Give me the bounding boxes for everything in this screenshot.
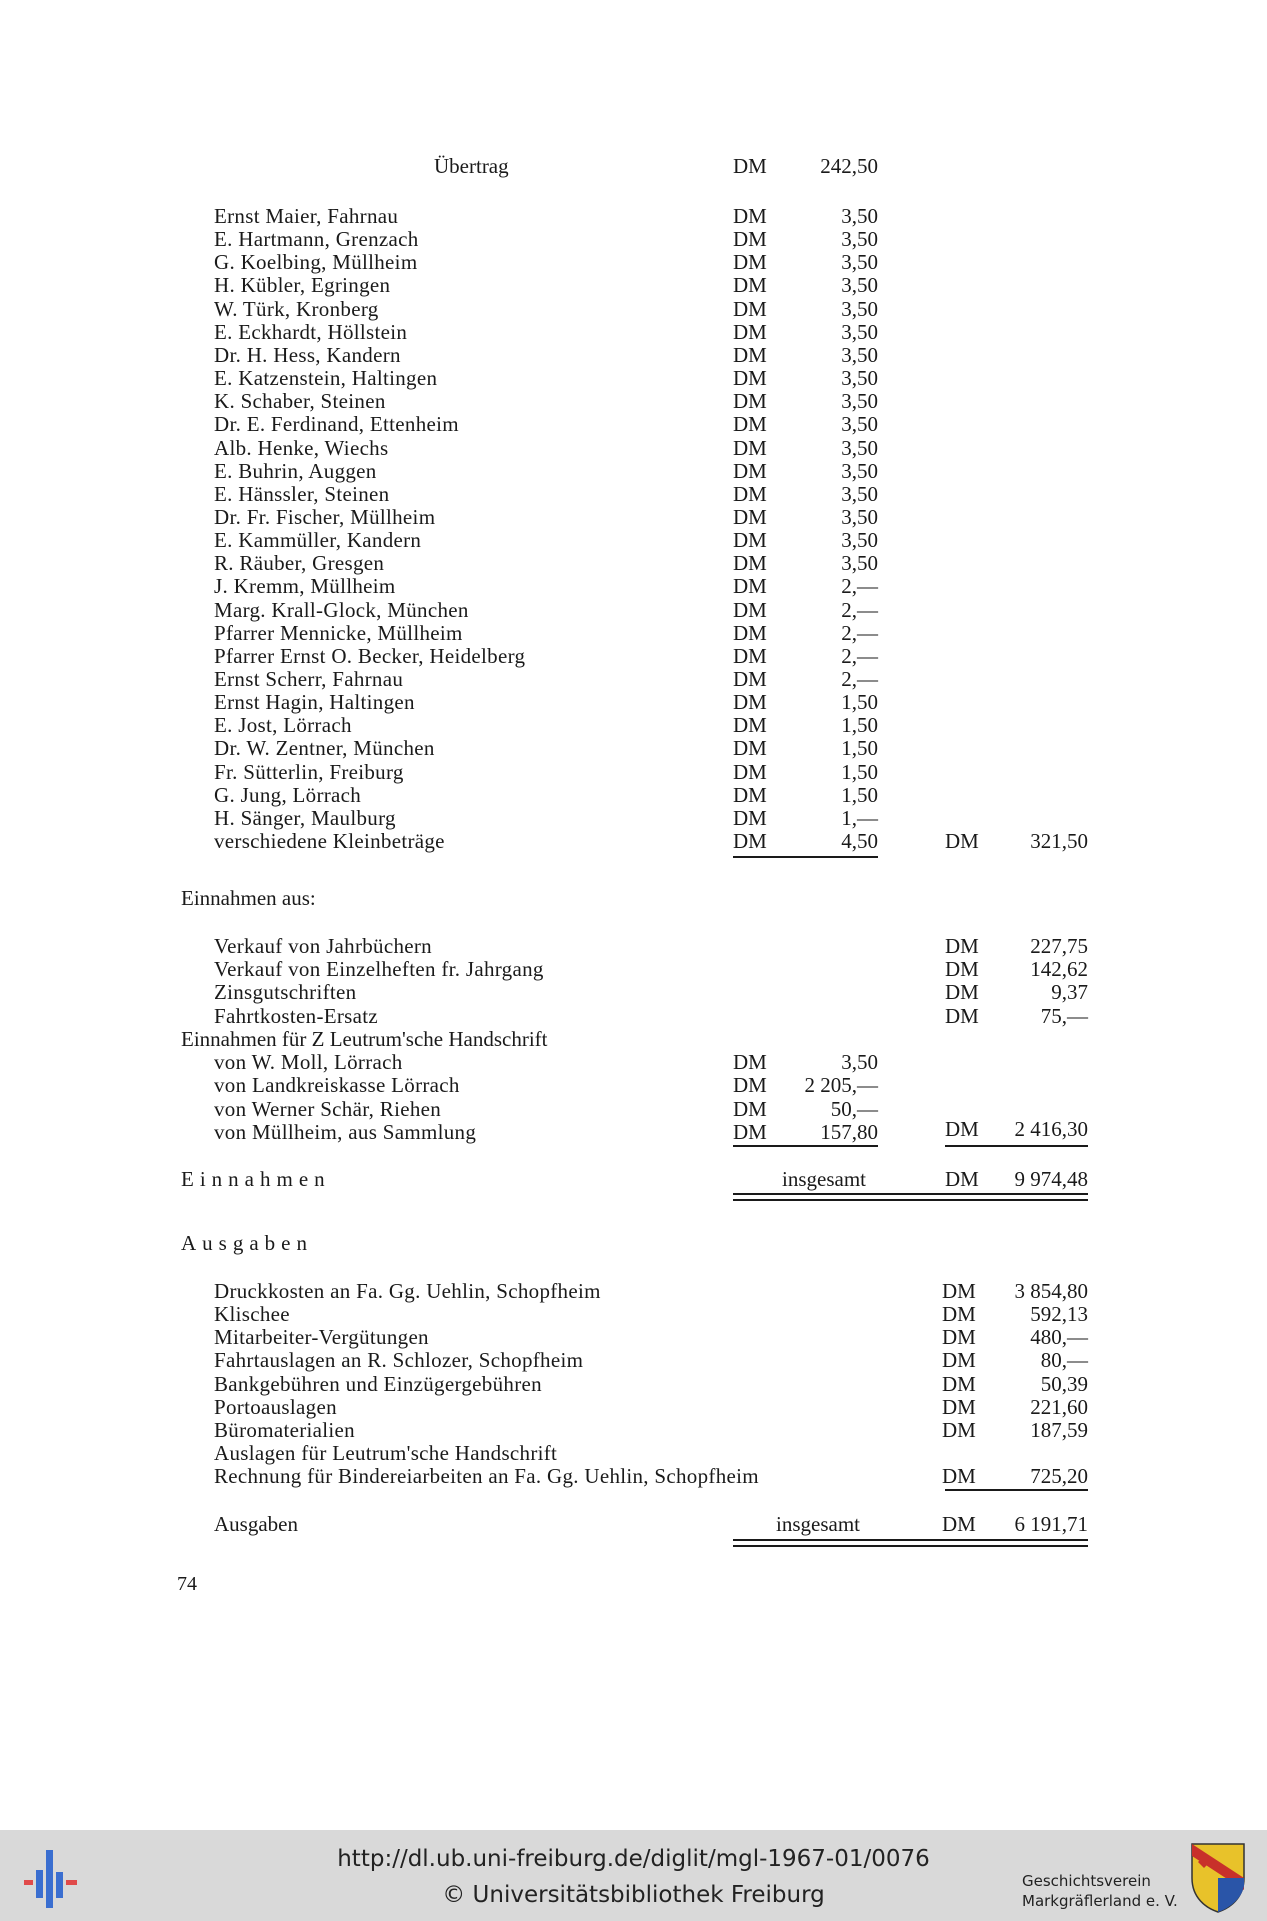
leutrum-row-currency: DM [733, 1119, 767, 1144]
footer-society-line1: Geschichtsverein [1022, 1872, 1151, 1890]
donor-row-currency: DM [733, 250, 767, 275]
expense-row-label: Portoauslagen [214, 1394, 337, 1419]
footer-url[interactable]: http://dl.ub.uni-freiburg.de/diglit/mgl-1967-01/0076 [337, 1846, 930, 1872]
expense-row-currency: DM [942, 1464, 976, 1489]
expense-total-label: Ausgaben [214, 1512, 298, 1536]
expense-row-amount: 3 854,80 [1014, 1279, 1088, 1303]
donor-row-amount: 1,— [841, 805, 878, 830]
expense-row-amount: 592,13 [1030, 1302, 1088, 1327]
expense-total-rule-top [733, 1539, 1088, 1541]
income-row-currency: DM [945, 957, 979, 982]
donor-row-label: Dr. E. Ferdinand, Ettenheim [214, 412, 459, 437]
carryover-amount: 242,50 [820, 154, 878, 178]
income-row-label: Zinsgutschriften [214, 980, 357, 1005]
donor-row-currency: DM [733, 342, 767, 367]
donor-row-amount: 3,50 [841, 435, 878, 460]
expense-row-currency: DM [942, 1417, 976, 1442]
donor-row-amount: 3,50 [841, 551, 878, 576]
expense-row-currency: DM [942, 1371, 976, 1396]
income-row-currency: DM [945, 1003, 979, 1028]
donor-row-label: Ernst Maier, Fahrnau [214, 204, 399, 228]
expenses-heading: Ausgaben [181, 1231, 313, 1255]
coat-of-arms-icon [1188, 1838, 1248, 1914]
income-heading: Einnahmen aus: [181, 886, 316, 910]
leutrum-total-amount: 2 416,30 [1014, 1117, 1088, 1141]
expense-row-label: Bankgebühren und Einzügergebühren [214, 1371, 542, 1396]
donor-row-amount: 3,50 [841, 273, 878, 298]
donor-row-currency: DM [733, 528, 767, 553]
donor-row-label: E. Katzenstein, Haltingen [214, 366, 438, 391]
expense-total-amount: 6 191,71 [1014, 1512, 1088, 1536]
expense-total-word: insgesamt [776, 1512, 860, 1536]
donor-row-amount: 3,50 [841, 204, 878, 228]
donor-row-amount: 2,— [841, 643, 878, 668]
donor-row-currency: DM [733, 690, 767, 715]
donor-row-amount: 2,— [841, 667, 878, 691]
donor-row-currency: DM [733, 736, 767, 761]
donor-row-amount: 3,50 [841, 481, 878, 506]
income-total-word: insgesamt [782, 1167, 866, 1191]
carryover-currency: DM [733, 154, 767, 178]
donor-row-currency: DM [733, 458, 767, 483]
donor-row-label: K. Schaber, Steinen [214, 389, 386, 414]
donor-row-currency: DM [733, 667, 767, 691]
leutrum-row-label: von Werner Schär, Riehen [214, 1096, 442, 1121]
donor-row-currency: DM [733, 389, 767, 414]
donor-row-label: J. Kremm, Müllheim [214, 574, 396, 599]
leutrum-row-amount: 50,— [830, 1096, 878, 1121]
donor-row-label: Ernst Scherr, Fahrnau [214, 667, 404, 691]
expense-row-currency: DM [942, 1302, 976, 1327]
leutrum-row-currency: DM [733, 1050, 767, 1074]
donor-row-amount: 3,50 [841, 296, 878, 321]
expense-last-rule [945, 1489, 1088, 1491]
donor-row-label: H. Sänger, Maulburg [214, 805, 396, 830]
carryover-label: Übertrag [434, 154, 509, 178]
donor-row-currency: DM [733, 504, 767, 529]
donor-row-currency: DM [733, 412, 767, 437]
donor-row-currency: DM [733, 296, 767, 321]
donor-row-label: verschiedene Kleinbeträge [214, 829, 445, 854]
income-row-currency: DM [945, 934, 979, 958]
donor-row-label: E. Buhrin, Auggen [214, 458, 377, 483]
donor-row-label: Fr. Sütterlin, Freiburg [214, 759, 404, 784]
footer-copyright: © Universitätsbibliothek Freiburg [442, 1882, 825, 1908]
donor-row-label: Alb. Henke, Wiechs [214, 435, 389, 460]
donor-row-amount: 2,— [841, 620, 878, 645]
donor-row-label: E. Jost, Lörrach [214, 713, 352, 738]
income-total-currency: DM [945, 1167, 979, 1191]
donor-row-currency: DM [733, 366, 767, 391]
income-row-label: Verkauf von Jahrbüchern [214, 934, 432, 958]
income-row-amount: 227,75 [1030, 934, 1088, 958]
donor-row-amount: 1,50 [841, 782, 878, 807]
donor-row-currency: DM [733, 273, 767, 298]
donor-row-currency: DM [733, 481, 767, 506]
expense-row-amount: 80,— [1040, 1348, 1088, 1373]
expense-row-currency: DM [942, 1348, 976, 1373]
donor-row-amount: 2,— [841, 574, 878, 599]
donor-row-label: E. Hartmann, Grenzach [214, 227, 419, 252]
donor-row-label: Marg. Krall-Glock, München [214, 597, 469, 622]
expense-row-currency: DM [942, 1325, 976, 1350]
expense-row-amount: 725,20 [1030, 1464, 1088, 1489]
donor-total-amount: 321,50 [1030, 829, 1088, 853]
income-total-label: Einnahmen [181, 1167, 331, 1191]
income-row-label: Verkauf von Einzelheften fr. Jahrgang [214, 957, 544, 982]
donor-total-currency: DM [945, 829, 979, 853]
leutrum-row-currency: DM [733, 1073, 767, 1098]
donor-row-amount: 1,50 [841, 690, 878, 715]
expense-row-label: Klischee [214, 1302, 290, 1327]
donor-row-amount: 3,50 [841, 227, 878, 252]
expense-row-label: Rechnung für Bindereiarbeiten an Fa. Gg. Uehlin, Schopfheim [214, 1464, 759, 1489]
income-total-rule-top [733, 1193, 1088, 1195]
donor-row-amount: 3,50 [841, 528, 878, 553]
expense-row-amount: 187,59 [1030, 1417, 1088, 1442]
leutrum-row-label: von W. Moll, Lörrach [214, 1050, 403, 1074]
donor-row-label: E. Kammüller, Kandern [214, 528, 422, 553]
donor-row-currency: DM [733, 551, 767, 576]
donor-row-currency: DM [733, 805, 767, 830]
donor-row-currency: DM [733, 713, 767, 738]
donor-row-label: Dr. W. Zentner, München [214, 736, 435, 761]
donor-row-label: H. Kübler, Egringen [214, 273, 391, 298]
footer-society-line2: Markgräflerland e. V. [1022, 1892, 1178, 1910]
donor-row-currency: DM [733, 759, 767, 784]
donor-row-amount: 3,50 [841, 389, 878, 414]
expense-row-amount: 50,39 [1040, 1371, 1088, 1396]
donor-row-label: E. Hänssler, Steinen [214, 481, 390, 506]
donor-row-amount: 3,50 [841, 412, 878, 437]
leutrum-subtotal-rule [733, 1145, 878, 1147]
donor-row-amount: 3,50 [841, 250, 878, 275]
expense-row-currency: DM [942, 1279, 976, 1303]
page-number: 74 [177, 1573, 197, 1595]
expense-total-rule-bottom [733, 1545, 1088, 1547]
donor-row-currency: DM [733, 597, 767, 622]
leutrum-row-amount: 157,80 [820, 1119, 878, 1144]
donor-row-currency: DM [733, 829, 767, 854]
donor-row-label: Dr. H. Hess, Kandern [214, 342, 401, 367]
donor-row-label: Pfarrer Mennicke, Müllheim [214, 620, 463, 645]
income-total-amount: 9 974,48 [1014, 1167, 1088, 1191]
donor-row-label: R. Räuber, Gresgen [214, 551, 385, 576]
expense-row-currency: DM [942, 1394, 976, 1419]
donor-row-label: Ernst Hagin, Haltingen [214, 690, 415, 715]
expense-row-label: Druckkosten an Fa. Gg. Uehlin, Schopfheim [214, 1279, 601, 1303]
income-row-amount: 142,62 [1030, 957, 1088, 982]
donor-row-amount: 3,50 [841, 458, 878, 483]
leutrum-total-rule [945, 1145, 1088, 1147]
leutrum-row-label: von Landkreiskasse Lörrach [214, 1073, 460, 1098]
donor-row-amount: 3,50 [841, 319, 878, 344]
expense-row-amount: 480,— [1030, 1325, 1088, 1350]
donor-row-currency: DM [733, 204, 767, 228]
donor-subtotal-rule [733, 856, 878, 858]
donor-row-amount: 1,50 [841, 759, 878, 784]
donor-row-amount: 4,50 [841, 829, 878, 854]
donor-row-amount: 3,50 [841, 342, 878, 367]
income-row-amount: 75,— [1040, 1003, 1088, 1028]
leutrum-row-amount: 2 205,— [804, 1073, 878, 1098]
donor-row-currency: DM [733, 319, 767, 344]
donor-row-amount: 3,50 [841, 504, 878, 529]
expense-row-label: Auslagen für Leutrum'sche Handschrift [214, 1441, 558, 1466]
leutrum-total-currency: DM [945, 1117, 979, 1141]
donor-row-currency: DM [733, 574, 767, 599]
donor-row-label: G. Koelbing, Müllheim [214, 250, 418, 275]
donor-row-label: W. Türk, Kronberg [214, 296, 379, 321]
donor-row-currency: DM [733, 782, 767, 807]
donor-row-currency: DM [733, 620, 767, 645]
expense-row-label: Büromaterialien [214, 1417, 355, 1442]
donor-row-amount: 1,50 [841, 736, 878, 761]
footer-bar [0, 1830, 1267, 1921]
donor-row-currency: DM [733, 227, 767, 252]
expense-row-label: Fahrtauslagen an R. Schlozer, Schopfheim [214, 1348, 584, 1373]
income-row-currency: DM [945, 980, 979, 1005]
donor-row-label: G. Jung, Lörrach [214, 782, 362, 807]
income-row-label: Fahrtkosten-Ersatz [214, 1003, 379, 1028]
donor-row-amount: 1,50 [841, 713, 878, 738]
leutrum-row-label: von Müllheim, aus Sammlung [214, 1119, 477, 1144]
donor-row-currency: DM [733, 643, 767, 668]
expense-row-label: Mitarbeiter-Vergütungen [214, 1325, 429, 1350]
donor-row-label: Dr. Fr. Fischer, Müllheim [214, 504, 436, 529]
donor-row-label: Pfarrer Ernst O. Becker, Heidelberg [214, 643, 526, 668]
leutrum-row-amount: 3,50 [841, 1050, 878, 1074]
leutrum-heading: Einnahmen für Z Leutrum'sche Handschrift [181, 1027, 548, 1051]
donor-row-currency: DM [733, 435, 767, 460]
donor-row-amount: 2,— [841, 597, 878, 622]
expense-total-currency: DM [942, 1512, 976, 1536]
expense-row-amount: 221,60 [1030, 1394, 1088, 1419]
donor-row-label: E. Eckhardt, Höllstein [214, 319, 408, 344]
leutrum-row-currency: DM [733, 1096, 767, 1121]
income-total-rule-bottom [733, 1199, 1088, 1201]
income-row-amount: 9,37 [1051, 980, 1088, 1005]
donor-row-amount: 3,50 [841, 366, 878, 391]
